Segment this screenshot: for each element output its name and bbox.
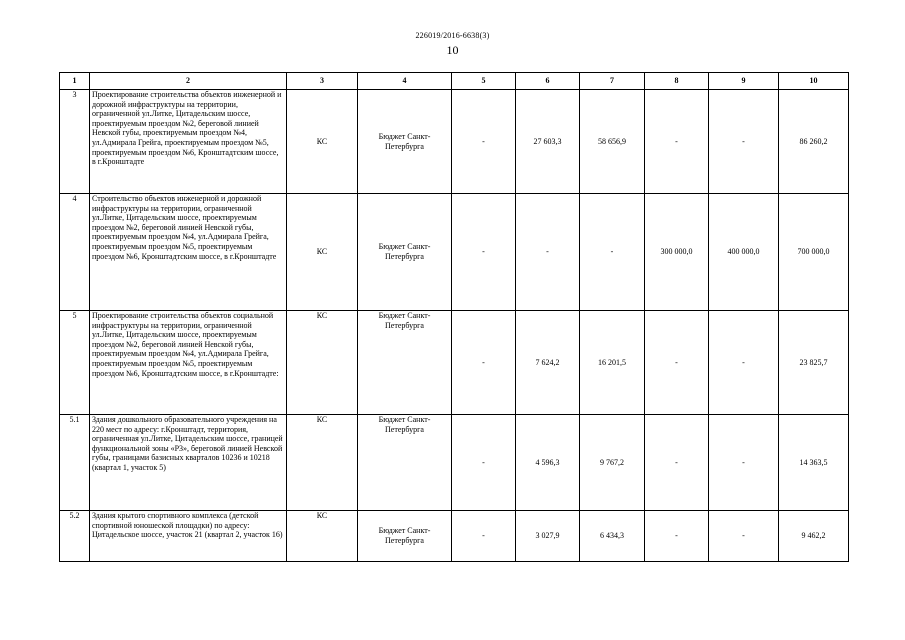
row-number: 3 [60,90,90,194]
row-source: Бюджет Санкт-Петербурга [358,415,452,511]
column-header: 8 [645,73,709,90]
row-col9: - [709,415,779,511]
row-type: КС [287,311,358,415]
row-number: 4 [60,194,90,311]
row-col9: 400 000,0 [709,194,779,311]
row-col7: 58 656,9 [580,90,645,194]
row-description: Здания крытого спортивного комплекса (детской спортивной юношеской площадки) по адресу: Цитадельское шоссе, участок 21 (квартал 2, участок 16) [90,511,287,562]
row-col7: 6 434,3 [580,511,645,562]
row-col8: - [645,511,709,562]
column-header: 10 [779,73,849,90]
row-type: КС [287,511,358,562]
row-number: 5.2 [60,511,90,562]
row-description: Здания дошкольного образовательного учреждения на 220 мест по адресу: г.Кронштадт, территория, ограниченная ул.Литке, Цитадельским шоссе, границей функциональной зоны «Р3», береговой линией Невской губы, границами базисных кварталов 10236 и 10218 (квартал 1, участок 5) [90,415,287,511]
row-col9: - [709,311,779,415]
financing-table [59,72,849,562]
row-source: Бюджет Санкт-Петербурга [358,311,452,415]
row-col8: - [645,415,709,511]
column-header: 5 [452,73,516,90]
table-row [60,90,849,194]
row-col6: 27 603,3 [516,90,580,194]
column-header: 9 [709,73,779,90]
table-header-row [60,73,849,90]
row-col7: 16 201,5 [580,311,645,415]
row-col5: - [452,90,516,194]
row-col6: 4 596,3 [516,415,580,511]
row-col10: 14 363,5 [779,415,849,511]
row-col5: - [452,511,516,562]
row-type: КС [287,415,358,511]
row-description: Проектирование строительства объектов инженерной и дорожной инфраструктуры на территории, ограниченной ул.Литке, Цитадельским шоссе, проектируемым проездом №2, береговой линией Невской губы, проектируемым проездом №4, ул.Адмирала Грейга, проектируемым проездом №5, проектируемым проездом №6, Кронштадтским шоссе, в г.Кронштадте [90,90,287,194]
column-header: 2 [90,73,287,90]
row-source: Бюджет Санкт-Петербурга [358,194,452,311]
column-header: 7 [580,73,645,90]
row-description: Проектирование строительства объектов социальной инфраструктуры на территории, ограниченной ул.Литке, Цитадельским шоссе, проектируемым проездом №2, береговой линией Невской губы, проектируемым проездом №4, ул.Адмирала Грейга, проектируемым проездом №5, проектируемым проездом №6, Кронштадтским шоссе, в г.Кронштадте: [90,311,287,415]
row-col8: 300 000,0 [645,194,709,311]
row-col9: - [709,90,779,194]
row-source: Бюджет Санкт-Петербурга [358,90,452,194]
row-col9: - [709,511,779,562]
row-col6: 3 027,9 [516,511,580,562]
table-row [60,194,849,311]
row-description: Строительство объектов инженерной и дорожной инфраструктуры на территории, ограниченной ул.Литке, Цитадельским шоссе, проектируемым проездом №2, береговой линией Невской губы, проектируемым проездом №4, ул.Адмирала Грейга, проектируемым проездом №5, проектируемым проездом №6, Кронштадтским шоссе, в г.Кронштадте [90,194,287,311]
row-col5: - [452,415,516,511]
row-col5: - [452,311,516,415]
column-header: 3 [287,73,358,90]
row-col6: - [516,194,580,311]
table-row [60,311,849,415]
row-col6: 7 624,2 [516,311,580,415]
row-col8: - [645,90,709,194]
row-number: 5.1 [60,415,90,511]
table-row [60,511,849,562]
row-type: КС [287,90,358,194]
document-id: 226019/2016-6638(3) [415,31,490,40]
column-header: 6 [516,73,580,90]
row-col7: 9 767,2 [580,415,645,511]
table-row [60,415,849,511]
column-header: 1 [60,73,90,90]
row-type: КС [287,194,358,311]
row-source: Бюджет Санкт-Петербурга [358,511,452,562]
page-number: 10 [446,43,459,57]
row-col10: 9 462,2 [779,511,849,562]
row-col10: 86 260,2 [779,90,849,194]
row-col8: - [645,311,709,415]
row-col10: 700 000,0 [779,194,849,311]
row-col5: - [452,194,516,311]
column-header: 4 [358,73,452,90]
row-number: 5 [60,311,90,415]
row-col10: 23 825,7 [779,311,849,415]
row-col7: - [580,194,645,311]
